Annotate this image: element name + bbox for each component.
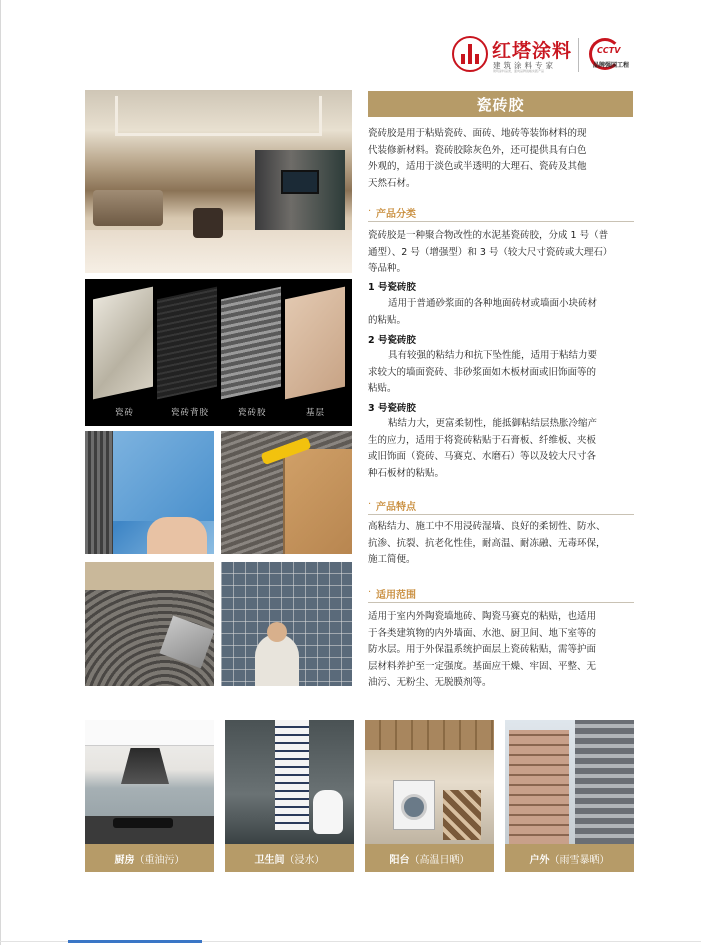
type-3-text: 粘结力大，更富柔韧性，能抵御粘结层热胀冷缩产 生的应力，适用于将瓷砖粘贴于石膏板、纤维板、夹板 或旧饰面（瓷砖、马赛克、水磨石）等以及较大尺寸各 种石板材的粘贴。 [368,418,598,479]
balcony-photo [365,720,494,844]
type-2-heading: 2 号瓷砖胶 [368,335,416,346]
section-heading-scope: · 适用范围 [368,585,634,603]
product-title: 瓷砖胶 [476,96,525,114]
product-title-bar [368,91,633,117]
scene-caption: 户外（雨雪暴晒） [505,844,634,872]
scene-card-bathroom [225,720,354,872]
blue-tile-photo [85,431,214,554]
type-1-text: 适用于普通砂浆面的各种地面砖材或墙面小块砖材 的粘贴。 [368,298,598,326]
tile-layer [93,287,153,400]
brand-tagline: 建筑涂料专家 [493,61,556,70]
layer-label-substrate: 基层 [306,408,326,418]
header-divider [578,38,579,72]
section-heading-features: · 产品特点 [368,497,634,515]
scene-card-kitchen [85,720,214,872]
scope-text: 适用于室内外陶瓷墙地砖、陶瓷马赛克的粘贴，也适用 于各类建筑物的内外墙面、水池、厨卫间、地下室等的 防水层。用于外保温系统护面层上瓷砖粘贴，需等护面 层材料养护至一定强度。基面应干燥、牢固、平整、无 油污、无粉尘、无脱膜剂等。 [368,611,597,688]
bathroom-photo [225,720,354,844]
category-intro: 瓷砖胶是一种聚合物改性的水泥基瓷砖胶，分成 1 号（普 通型）、2 号（增强型）和 3 号（较大尺寸瓷砖或大理石） 等品种。 [368,230,613,274]
floor-tiling-photo [221,431,352,554]
type-3-heading: 3 号瓷砖胶 [368,403,416,414]
features-text: 高粘结力、施工中不用浸砖湿墙、良好的柔韧性、防水、 抗渗、抗裂、抗老化性佳，耐高温、耐冻融、无毒环保， 施工简便。 [368,521,606,565]
layer-label-backing: 瓷砖背胶 [171,408,210,418]
scene-caption: 阳台（高温日晒） [365,844,494,872]
type-2-text: 具有较强的粘结力和抗下坠性能，适用于粘结力要 求较大的墙面瓷砖、非砂浆面如木板材面或旧饰面等的 粘贴。 [368,350,598,394]
kitchen-photo [85,720,214,844]
tile-adhesive-layer [221,287,281,400]
tile-layers-diagram [85,279,352,426]
cctv-logo [589,38,639,72]
cctv-subtitle: 品牌强国工程 [593,62,630,69]
type-1-heading: 1 号瓷砖胶 [368,282,416,293]
layer-label-tile: 瓷砖 [115,408,135,418]
brand-name: 红塔涂料 [492,40,573,62]
living-room-photo [85,90,352,273]
scene-caption: 厨房（重油污） [85,844,214,872]
scene-card-outdoor [505,720,634,872]
section-heading-category: · 产品分类 [368,204,634,222]
brand-fine-print: 建筑涂料品类，面向品牌战略实践产品 [493,69,545,73]
page-edge [0,0,1,945]
tile-backing-layer [157,287,217,400]
product-intro: 瓷砖胶是用于粘贴瓷砖、面砖、地砖等装饰材料的现 代装修新材料。瓷砖胶除灰色外，还可提供具有白色 外观的，适用于淡色或半透明的大理石、瓷砖及其他 天然石材。 [368,128,587,189]
cctv-logo-text: CCTV [597,46,621,55]
outdoor-building-photo [505,720,634,844]
scene-card-balcony [365,720,494,872]
layer-label-adhesive: 瓷砖胶 [238,408,267,418]
footer-accent-bar [68,940,202,943]
scene-caption: 卫生间（浸水） [225,844,354,872]
brand-mark-icon [452,36,488,72]
wall-tiling-photo [221,562,352,686]
substrate-layer [285,287,345,400]
notched-trowel-photo [85,562,214,686]
